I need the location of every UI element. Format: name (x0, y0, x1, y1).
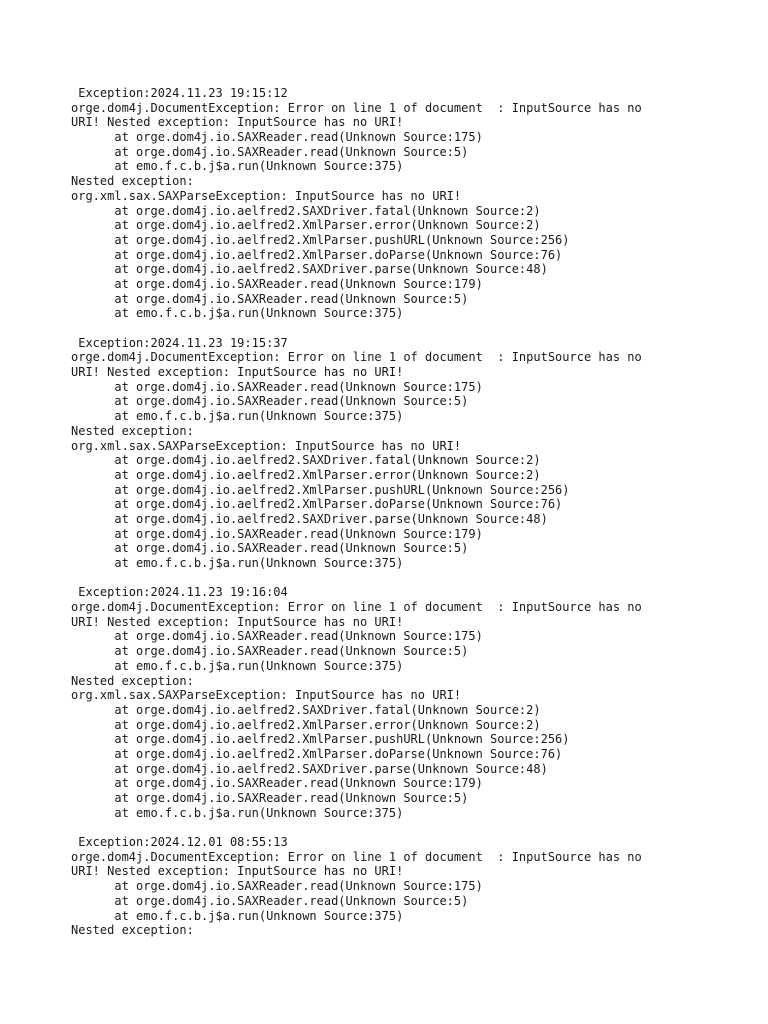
log-line: at orge.dom4j.io.aelfred2.SAXDriver.parse(Unknown Source:48) (71, 262, 548, 277)
exception-block (71, 86, 761, 321)
exception-header: Exception:2024.11.23 19:16:04 (71, 585, 288, 600)
block-spacer (71, 321, 761, 336)
log-line: at orge.dom4j.io.aelfred2.XmlParser.error(Unknown Source:2) (71, 218, 541, 233)
log-line: at orge.dom4j.io.aelfred2.SAXDriver.fatal(Unknown Source:2) (71, 702, 541, 717)
log-line: at emo.f.c.b.j$a.run(Unknown Source:375) (71, 409, 404, 424)
block-spacer (71, 571, 761, 586)
log-line: at orge.dom4j.io.SAXReader.read(Unknown Source:5) (71, 144, 469, 159)
log-line: at orge.dom4j.io.aelfred2.SAXDriver.fatal(Unknown Source:2) (71, 203, 541, 218)
log-line: orge.dom4j.DocumentException: Error on line 1 of document : InputSource has no (71, 600, 642, 615)
log-line: at emo.f.c.b.j$a.run(Unknown Source:375) (71, 658, 404, 673)
log-line: at orge.dom4j.io.aelfred2.XmlParser.doParse(Unknown Source:76) (71, 497, 563, 512)
log-line: URI! Nested exception: InputSource has no URI! (71, 365, 404, 380)
log-line: org.xml.sax.SAXParseException: InputSource has no URI! (71, 688, 462, 703)
log-line: at orge.dom4j.io.SAXReader.read(Unknown Source:5) (71, 791, 469, 805)
log-line: at emo.f.c.b.j$a.run(Unknown Source:375) (71, 159, 404, 174)
log-line: orge.dom4j.DocumentException: Error on line 1 of document : InputSource has no (71, 849, 642, 864)
exception-log (71, 86, 761, 938)
log-line: at orge.dom4j.io.SAXReader.read(Unknown Source:5) (71, 644, 469, 659)
log-line: orge.dom4j.DocumentException: Error on line 1 of document : InputSource has no (71, 100, 642, 115)
log-line: at orge.dom4j.io.SAXReader.read(Unknown Source:175) (71, 629, 483, 644)
log-line: orge.dom4j.DocumentException: Error on line 1 of document : InputSource has no (71, 350, 642, 365)
log-line: at orge.dom4j.io.aelfred2.XmlParser.error(Unknown Source:2) (71, 467, 541, 482)
log-line: at orge.dom4j.io.SAXReader.read(Unknown Source:5) (71, 394, 469, 409)
log-line: at orge.dom4j.io.aelfred2.XmlParser.pushURL(Unknown Source:256) (71, 732, 570, 747)
log-line: at orge.dom4j.io.aelfred2.XmlParser.doParse(Unknown Source:76) (71, 247, 563, 262)
log-line: URI! Nested exception: InputSource has no URI! (71, 614, 404, 629)
log-line: at orge.dom4j.io.SAXReader.read(Unknown Source:5) (71, 541, 469, 556)
block-spacer (71, 820, 761, 835)
log-line: at orge.dom4j.io.aelfred2.SAXDriver.parse(Unknown Source:48) (71, 511, 548, 526)
exception-block (71, 585, 761, 820)
log-line: at orge.dom4j.io.SAXReader.read(Unknown Source:179) (71, 276, 483, 291)
log-line: at orge.dom4j.io.SAXReader.read(Unknown Source:175) (71, 130, 483, 145)
log-line: org.xml.sax.SAXParseException: InputSource has no URI! (71, 188, 462, 203)
exception-block (71, 336, 761, 571)
exception-header: Exception:2024.11.23 19:15:12 (71, 86, 288, 100)
log-line: Nested exception: (71, 673, 194, 688)
log-line: at emo.f.c.b.j$a.run(Unknown Source:375) (71, 306, 404, 321)
log-line: at orge.dom4j.io.aelfred2.XmlParser.doParse(Unknown Source:76) (71, 746, 563, 761)
log-line: URI! Nested exception: InputSource has no URI! (71, 864, 404, 879)
log-line: Nested exception: (71, 423, 194, 438)
log-line: at orge.dom4j.io.aelfred2.XmlParser.pushURL(Unknown Source:256) (71, 232, 570, 247)
log-line: at orge.dom4j.io.SAXReader.read(Unknown Source:5) (71, 893, 469, 908)
log-line: at emo.f.c.b.j$a.run(Unknown Source:375) (71, 908, 404, 923)
log-line: at orge.dom4j.io.SAXReader.read(Unknown Source:5) (71, 291, 469, 306)
log-line: at emo.f.c.b.j$a.run(Unknown Source:375) (71, 556, 404, 570)
exception-block (71, 835, 761, 938)
log-line: URI! Nested exception: InputSource has no URI! (71, 115, 404, 130)
log-line: at orge.dom4j.io.SAXReader.read(Unknown Source:179) (71, 526, 483, 541)
log-line: at emo.f.c.b.j$a.run(Unknown Source:375) (71, 805, 404, 820)
exception-header: Exception:2024.11.23 19:15:37 (71, 335, 288, 350)
log-line: Nested exception: (71, 174, 194, 189)
log-line: at orge.dom4j.io.SAXReader.read(Unknown Source:175) (71, 379, 483, 394)
log-line: org.xml.sax.SAXParseException: InputSource has no URI! (71, 438, 462, 453)
log-line: at orge.dom4j.io.SAXReader.read(Unknown Source:175) (71, 879, 483, 894)
exception-header: Exception:2024.12.01 08:55:13 (71, 835, 288, 850)
log-line: at orge.dom4j.io.aelfred2.XmlParser.pushURL(Unknown Source:256) (71, 482, 570, 497)
log-line: Nested exception: (71, 923, 194, 938)
log-line: at orge.dom4j.io.aelfred2.SAXDriver.fatal(Unknown Source:2) (71, 453, 541, 468)
log-line: at orge.dom4j.io.SAXReader.read(Unknown Source:179) (71, 776, 483, 791)
log-line: at orge.dom4j.io.aelfred2.XmlParser.error(Unknown Source:2) (71, 717, 541, 732)
log-line: at orge.dom4j.io.aelfred2.SAXDriver.parse(Unknown Source:48) (71, 761, 548, 776)
